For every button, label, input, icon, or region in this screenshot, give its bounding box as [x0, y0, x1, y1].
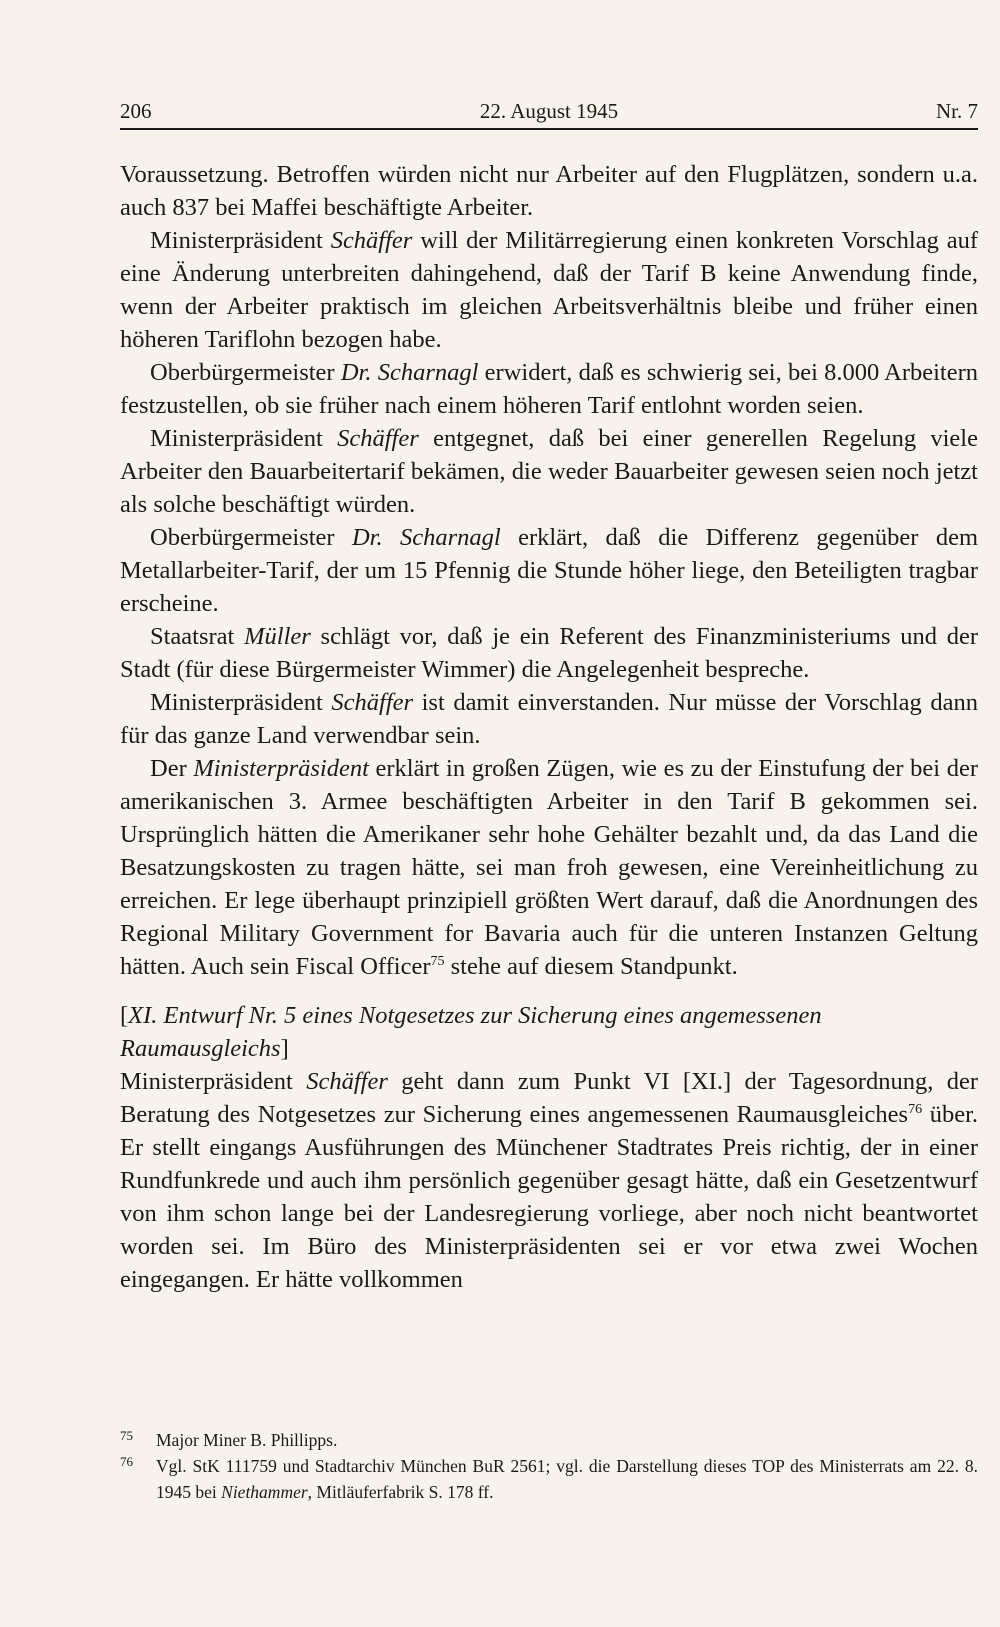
section-heading: [XI. Entwurf Nr. 5 eines Notgesetzes zur Sicherung eines angemessenen Raumausgleichs] [120, 1002, 822, 1062]
paragraph-7: Ministerpräsident Schäffer ist damit einverstanden. Nur müsse der Vorschlag dann für das ganze Land verwendbar sein. [120, 689, 978, 749]
paragraph-1: Voraussetzung. Betroffen würden nicht nur Arbeiter auf den Flugplätzen, sondern u.a. auch 837 bei Maffei beschäftigte Arbeiter. [120, 161, 978, 221]
footnote-ref-76: 76 [908, 1102, 923, 1117]
speaker-name: Schäffer [306, 1068, 388, 1095]
footnote-75: $^{75}$ Major Miner B. Phillipps. [120, 1428, 338, 1450]
speaker-name: Schäffer [337, 425, 419, 452]
paragraph-8: Der Ministerpräsident erklärt in großen Zügen, wie es zu der Einstufung der bei der amerikanischen 3. Armee beschäftigten Arbeiter in den Tarif B gekommen sei. Ursprünglich hätten die Amerikaner sehr hohe Gehälter bezahlt und, da das Land die Besatzungskosten zu tragen hätte, sei man froh gewesen, eine Vereinheitlichung zu erreichen. Er lege überhaupt prinzipiell größten Wert darauf, daß die Anordnungen des Regional Military Government for Bavaria auch für die unteren Instanzen Geltung hätten. Auch sein Fiscal Officer$^{75}$ stehe auf diesem Standpunkt. [120, 755, 978, 980]
speaker-name: Müller [244, 623, 311, 650]
paragraph-2: Ministerpräsident Schäffer will der Militärregierung einen konkreten Vorschlag auf eine Änderung unterbreiten dahingehend, daß der Tarif B keine Anwendung finde, wenn der Arbeiter praktisch im gleichen Arbeitsverhältnis bleibe und früher einen höheren Tariflohn bezogen habe. [120, 227, 978, 353]
speaker-name: Schäffer [331, 689, 414, 716]
running-header [120, 98, 978, 130]
footnote-number: 75 [120, 1428, 133, 1443]
footnote-ref-75: 75 [430, 954, 445, 969]
speaker-name: Schäffer [330, 227, 413, 254]
page-number: 206 [120, 99, 152, 123]
footnote-76: $^{76}$ Vgl. StK 111759 und Stadtarchiv München BuR 2561; vgl. die Darstellung dieses TOP des Ministerrats am 22. 8. 1945 bei Niethammer, Mitläuferfabrik S. 178 ff. [120, 1454, 978, 1502]
speaker-name: Dr. Scharnagl [340, 359, 479, 386]
paragraph-6: Staatsrat Müller schlägt vor, daß je ein Referent des Finanzministeriums und der Stadt (für diese Bürgermeister Wimmer) die Angelegenheit bespreche. [120, 623, 978, 683]
document-number: Nr. 7 [936, 99, 978, 123]
body-text [120, 158, 978, 1296]
paragraph-3: Oberbürgermeister Dr. Scharnagl erwidert, daß es schwierig sei, bei 8.000 Arbeitern festzustellen, ob sie früher nach einem höheren Tarif entlohnt worden seien. [120, 359, 978, 419]
footnote-number: 76 [120, 1454, 133, 1469]
paragraph-9: Ministerpräsident Schäffer geht dann zum Punkt VI [XI.] der Tagesordnung, der Beratung des Notgesetzes zur Sicherung eines angemessenen Raumausgleiches$^{76}$ über. Er stellt eingangs Ausführungen des Münchener Stadtrates Preis richtig, der in einer Rundfunkrede und auch ihm persönlich gegenüber gesagt hätte, daß ein Gesetzentwurf von ihm schon lange bei der Landesregierung vorliege, aber noch nicht beantwortet worden sei. Im Büro des Ministerpräsidenten sei er vor etwa zwei Wochen eingegangen. Er hätte vollkommen [120, 1068, 979, 1293]
speaker-name: Dr. Scharnagl [351, 524, 501, 551]
paragraph-5: Oberbürgermeister Dr. Scharnagl erklärt, daß die Differenz gegenüber dem Metallarbeiter-Tarif, der um 15 Pfennig die Stunde höher liege, den Beteiligten tragbar erscheine. [120, 524, 979, 617]
footnotes [120, 1427, 978, 1505]
header-date: 22. August 1945 [479, 99, 619, 123]
author-name: Niethammer [221, 1482, 308, 1502]
speaker-name: Ministerpräsident [193, 755, 369, 782]
paragraph-4: Ministerpräsident Schäffer entgegnet, daß bei einer generellen Regelung viele Arbeiter den Bauarbeitertarif bekämen, die weder Bauarbeiter gewesen seien noch jetzt als solche beschäftigt würden. [120, 425, 978, 518]
